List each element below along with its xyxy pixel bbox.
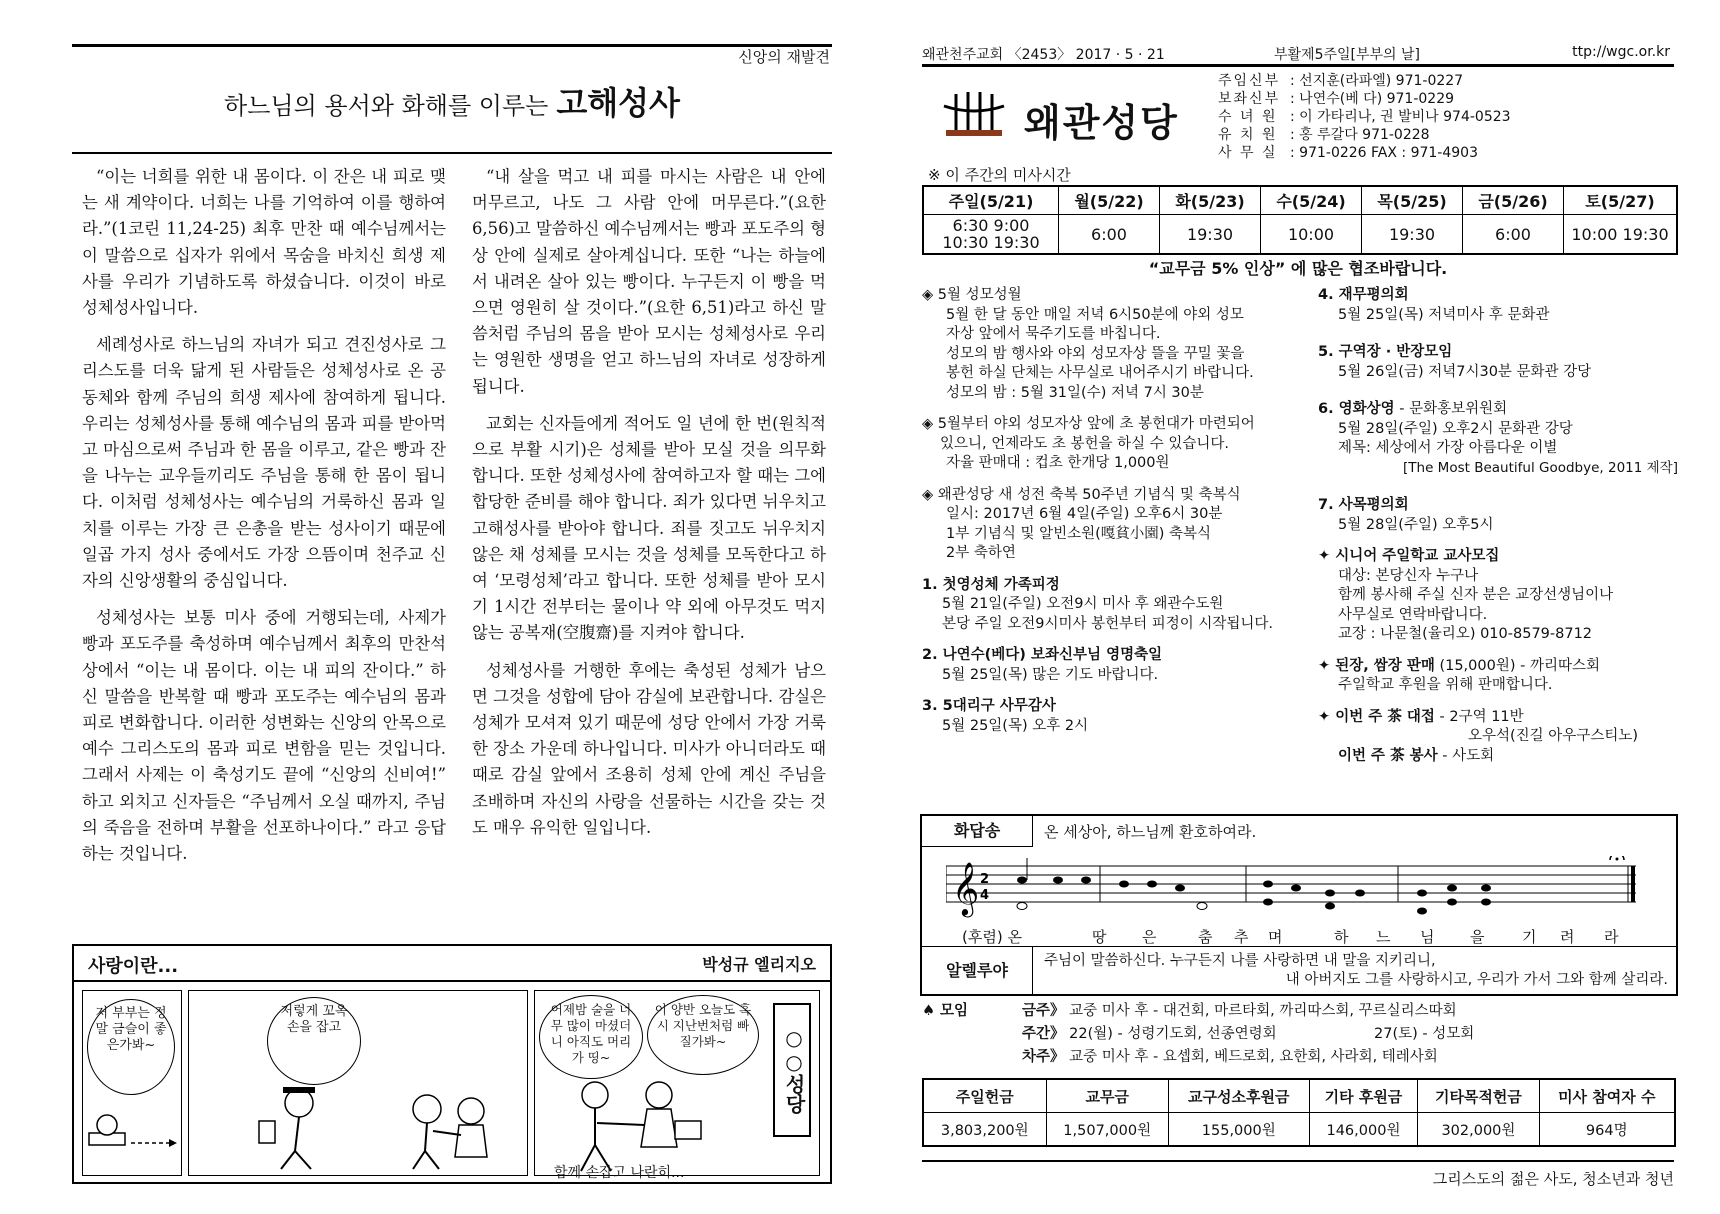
offering-table — [922, 1078, 1676, 1147]
alleluia-verse: 주님이 말씀하신다. 누구든지 나를 사랑하면 내 말을 지키리니, 내 아버지도 그를 사랑하시고, 우리가 가서 그와 함께 살리라. — [1044, 953, 1668, 988]
speech-bubble: 저렇게 꼬옥 손을 잡고 — [267, 997, 361, 1085]
notice-block: ✦ 된장, 쌈장 판매 (15,000원) - 까리따스회 주일학교 후원을 위해 판매합니다. — [1318, 657, 1600, 693]
article-column-2 — [472, 164, 826, 852]
article-title — [72, 78, 832, 124]
contact-row: 주임신부 : 선지훈(라파엘) 971-0227 — [1218, 73, 1464, 89]
psalm-refrain: 온 세상아, 하느님께 환호하여라. — [1044, 823, 1257, 841]
offering-header: 주일헌금 — [923, 1079, 1046, 1113]
psalm-label: 화답송 — [922, 816, 1033, 847]
speech-bubble: 저 부부는 정말 금슬이 좋은가봐~ — [87, 999, 175, 1095]
day-header: 토(5/27) — [1564, 186, 1678, 215]
tithe-banner: “교무금 5% 인상” 에 많은 협조바랍니다. — [1148, 259, 1448, 278]
day-header: 수(5/24) — [1261, 186, 1362, 215]
bulletin-header — [922, 44, 1670, 64]
notice-block: 4. 재무평의회 5월 25일(목) 저녁미사 후 문화관 — [1318, 287, 1550, 323]
church-logo-icon — [940, 88, 1008, 136]
cartoon-strip — [72, 944, 832, 1184]
contact-row: 보좌신부 : 나연수(베 다) 971-0229 — [1218, 91, 1455, 107]
walking-couple-icon — [535, 1075, 775, 1175]
liturgical-day: 부활제5주일[부부의 날] — [1274, 47, 1420, 63]
notice-block: ◈ 5월부터 야외 성모자상 앞에 초 봉헌대가 마련되어 있으니, 언제라도 초 봉헌을 하실 수 있습니다. 자율 판매대 : 컵초 한개당 1,000원 — [922, 416, 1255, 471]
offering-header: 교구성소후원금 — [1168, 1079, 1309, 1113]
offering-value: 146,000원 — [1309, 1113, 1418, 1147]
offering-header: 기타목적헌금 — [1418, 1079, 1539, 1113]
church-sign: ○○성당 — [773, 1003, 811, 1137]
svg-text:4: 4 — [980, 888, 990, 903]
music-staff-icon — [946, 856, 1646, 922]
paragraph: “이는 너희를 위한 내 몸이다. 이 잔은 내 피로 맺는 새 계약이다. 너희는 나를 기억하여 이를 행하여라.”(1코린 11,24-25) 최후 만찬 때 예수님께서는 이 말씀으로 십자가 위에서 목숨을 바치신 희생 제사를 우리가 기념하도록 하셨습니다. 이것이 바로 성체성사입니다. — [82, 167, 446, 318]
notice-block: 5. 구역장 · 반장모임 5월 26일(금) 저녁7시30분 문화관 강당 — [1318, 344, 1592, 380]
article-title-prefix: 하느님의 용서와 화해를 이루는 — [224, 92, 549, 120]
mass-time: 19:30 — [1362, 215, 1463, 255]
day-header: 화(5/23) — [1160, 186, 1261, 215]
left-top-rule — [72, 44, 832, 47]
day-header: 주일(5/21) — [923, 186, 1059, 215]
contact-row: 유 치 원 : 홍 루갈다 971-0228 — [1218, 127, 1430, 143]
day-header: 월(5/22) — [1059, 186, 1160, 215]
mass-schedule-table — [922, 185, 1678, 255]
contact-list — [1218, 72, 1511, 162]
notice-block: 2. 나연수(베다) 보좌신부님 영명축일 5월 25일(목) 많은 기도 바랍니다. — [922, 647, 1163, 683]
walking-couple-icon — [189, 991, 525, 1171]
svg-text:𝄞: 𝄞 — [952, 861, 980, 915]
meetings-label: ♠ 모임 — [922, 1003, 969, 1019]
notices-right-column — [1318, 286, 1678, 778]
notice-block: ✦ 이번 주 茶 대접 - 2구역 11반 오우석(진길 아우구스티노) 이번 주 茶 봉사 - 사도회 — [1318, 708, 1638, 764]
header-rule — [922, 64, 1674, 67]
offering-value: 964명 — [1539, 1113, 1675, 1147]
offering-value: 155,000원 — [1168, 1113, 1309, 1147]
divider — [1032, 946, 1676, 947]
speech-bubble: 이 양반 오늘도 혹시 지난번처럼 빠질가봐~ — [647, 995, 759, 1075]
contact-row: 사 무 실 : 971-0226 FAX : 971-4903 — [1218, 145, 1478, 161]
notice-block: ◈ 왜관성당 새 성전 축복 50주년 기념식 및 축복식 일시: 2017년 6월 4일(주일) 오후6시 30분 1부 기념식 및 알빈소원(嘎貧小園) 축복식 2부 축하연 — [922, 486, 1241, 561]
cartoon-title: 사랑이란... — [88, 956, 179, 977]
offering-header: 미사 참여자 수 — [1539, 1079, 1675, 1113]
cartoon-divider — [74, 980, 830, 982]
mass-time: 6:30 9:00 10:30 19:30 — [923, 215, 1059, 255]
offering-header: 교무금 — [1046, 1079, 1168, 1113]
notice-block: 6. 영화상영 - 문화홍보위원회 5월 28일(주일) 오후2시 문화관 강당 제목: 세상에서 가장 아름다운 이별 [The Most Beautiful Goodbye, 2011 제작] — [1318, 401, 1678, 476]
notice-block: 3. 5대리구 사무감사 5월 25일(목) 오후 2시 — [922, 698, 1089, 734]
offering-value: 1,507,000원 — [1046, 1113, 1168, 1147]
psalm-box: 화답송 온 세상아, 하느님께 환호하여라. 𝄞 2 4 (후렴) 온 땅 은 춤 추 며 하 느 님 을 기 려 라 알렐루야 주님이 말씀하신다. 누구든지 나를 사랑하면 내 말을 지키리니, 내 아버지도 그를 사랑하시고, 우리가 가서 그와 함께 살리라. — [920, 814, 1678, 996]
man-peeking-icon — [83, 1103, 179, 1173]
notice-block: 7. 사목평의회 5월 28일(주일) 오후5시 — [1318, 497, 1494, 533]
offering-value: 3,803,200원 — [923, 1113, 1046, 1147]
article-title-main: 고해성사 — [556, 84, 680, 122]
cartoon-panel-2 — [188, 990, 528, 1176]
cartoon-author: 박성규 엘리지오 — [702, 955, 816, 974]
day-header: 목(5/25) — [1362, 186, 1463, 215]
notice-block: 1. 첫영성체 가족피정 5월 21일(주일) 오전9시 미사 후 왜관수도원 본당 주일 오전9시미사 봉헌부터 피정이 시작됩니다. — [922, 576, 1274, 632]
website-link[interactable]: ttp://wgc.or.kr — [1572, 44, 1670, 60]
notices-left-column — [922, 286, 1292, 748]
paragraph: “내 살을 먹고 내 피를 마시는 사람은 내 안에 머무르고, 나도 그 사람 안에 머무른다.”(요한 6,56)고 말씀하신 예수님께서는 빵과 포도주의 형상 안에 실제로 살아계십니다. 또한 “나는 하늘에서 내려온 살아 있는 빵이다. 누구든지 이 빵을 먹으면 영원히 살 것이다.”(요한 6,51)라고 하신 말씀처럼 주님의 몸을 받아 모시는 성체성사로 우리는 영원한 생명을 얻고 하느님의 자녀로 성장하게 됩니다. — [472, 167, 826, 396]
mass-time: 10:00 19:30 — [1564, 215, 1678, 255]
alleluia-label: 알렐루야 — [922, 946, 1033, 995]
offering-value: 302,000원 — [1418, 1113, 1539, 1147]
offering-header: 기타 후원금 — [1309, 1079, 1418, 1113]
paragraph: 세례성사로 하느님의 자녀가 되고 견진성사로 그리스도를 더욱 닮게 된 사람들은 성체성사로 온 공동체와 함께 주님의 희생 제사에 참여하게 됩니다. 우리는 성체성사를 통해 예수님의 몸과 피를 받아먹고 마심으로써 주님과 한 몸을 이루고, 같은 빵과 잔을 나누는 교우들끼리도 주님을 통해 한 몸이 됩니다. 이처럼 성체성사는 예수님의 거룩하신 몸과 일치를 이루는 가장 큰 은총을 받는 성사이기 때문에 일곱 가지 성사 중에서도 가장 으뜸이며 천주교 신자의 신앙생활의 중심입니다. — [82, 335, 446, 591]
mass-schedule-heading: ※ 이 주간의 미사시간 — [928, 166, 1071, 184]
article-column-1 — [82, 164, 446, 878]
paragraph: 성체성사를 거행한 후에는 축성된 성체가 남으면 그것을 성합에 담아 감실에 보관합니다. 감실은 성체가 모셔져 있기 때문에 성당 안에서 가장 거룩한 장소 가운데 하나입니다. 미사가 아니더라도 때때로 감실 앞에서 조용히 성체 안에 계신 주님을 조배하며 자신의 사랑을 선물하는 시간을 갖는 것도 매우 유익한 일입니다. — [472, 660, 826, 837]
footer-slogan: 그리스도의 젊은 사도, 청소년과 청년 — [1432, 1170, 1674, 1188]
footer-rule — [922, 1160, 1674, 1162]
contact-row: 수 녀 원 : 이 가타리나, 권 발비나 974-0523 — [1218, 109, 1511, 125]
cartoon-panel-3 — [534, 990, 820, 1176]
paragraph: 성체성사는 보통 미사 중에 거행되는데, 사제가 빵과 포도주를 축성하며 예수님께서 최후의 만찬석상에서 “이는 내 몸이다. 이는 내 피의 잔이다.” 하신 말씀을 반복할 때 빵과 포도주는 예수님의 몸과 피로 변화합니다. 이러한 성변화는 신앙의 안목으로 예수 그리스도의 몸과 피로 변함을 믿는 것입니다. 그래서 사제는 이 축성기도 끝에 “신앙의 신비여!” 하고 외치고 신자들은 “주님께서 오실 때까지, 주님의 죽음을 전하며 부활을 선포하나이다.” 라고 응답하는 것입니다. — [82, 608, 446, 864]
cartoon-caption: 함께 손잡고 나란히... — [554, 1165, 685, 1181]
title-rule — [72, 152, 832, 154]
section-label: 신앙의 재발견 — [738, 48, 830, 66]
church-name: 왜관성당 — [1024, 101, 1179, 145]
cartoon-panel-1 — [82, 990, 182, 1176]
mass-time: 6:00 — [1059, 215, 1160, 255]
mass-time: 6:00 — [1463, 215, 1564, 255]
notice-block: ◈ 5월 성모성월 5월 한 달 동안 매일 저녁 6시50분에 야외 성모 자상 앞에서 묵주기도를 바칩니다. 성모의 밤 행사와 야외 성모자상 뜰을 꾸밀 꽃을 봉헌 하실 단체는 사무실로 내어주시기 바랍니다. 성모의 밤 : 5월 31일(수) 저녁 7시 30분 — [922, 287, 1254, 401]
paragraph: 교회는 신자들에게 적어도 일 년에 한 번(원칙적으로 부활 시기)은 성체를 받아 모실 것을 의무화합니다. 또한 성체성사에 참여하고자 할 때는 그에 합당한 준비를 해야 합니다. 죄가 있다면 뉘우치고 고해성사를 받아야 합니다. 죄를 짓고도 뉘우치지 않은 채 성체를 모시는 것을 성체를 모독한다고 하여 ‘모령성체’라고 합니다. 또한 성체를 받아 모시기 1시간 전부터는 물이나 약 외에 아무것도 먹지 않는 공복재(空腹齋)를 지켜야 합니다. — [472, 413, 826, 643]
speech-bubble: 어제밤 술을 너무 많이 마셨더니 아직도 머리가 띵~ — [539, 995, 643, 1079]
issue-info: 왜관천주교회 〈2453〉 2017 · 5 · 21 — [922, 47, 1165, 63]
svg-text:2: 2 — [980, 872, 990, 887]
day-header: 금(5/26) — [1463, 186, 1564, 215]
notice-block: ✦ 시니어 주일학교 교사모집 대상: 본당신자 누구나 함께 봉사해 주실 신자 분은 교장선생님이나 사무실로 연락바랍니다. 교장 : 나문철(율리오) 010-8579-8712 — [1318, 548, 1614, 642]
mass-time: 19:30 — [1160, 215, 1261, 255]
mass-time: 10:00 — [1261, 215, 1362, 255]
